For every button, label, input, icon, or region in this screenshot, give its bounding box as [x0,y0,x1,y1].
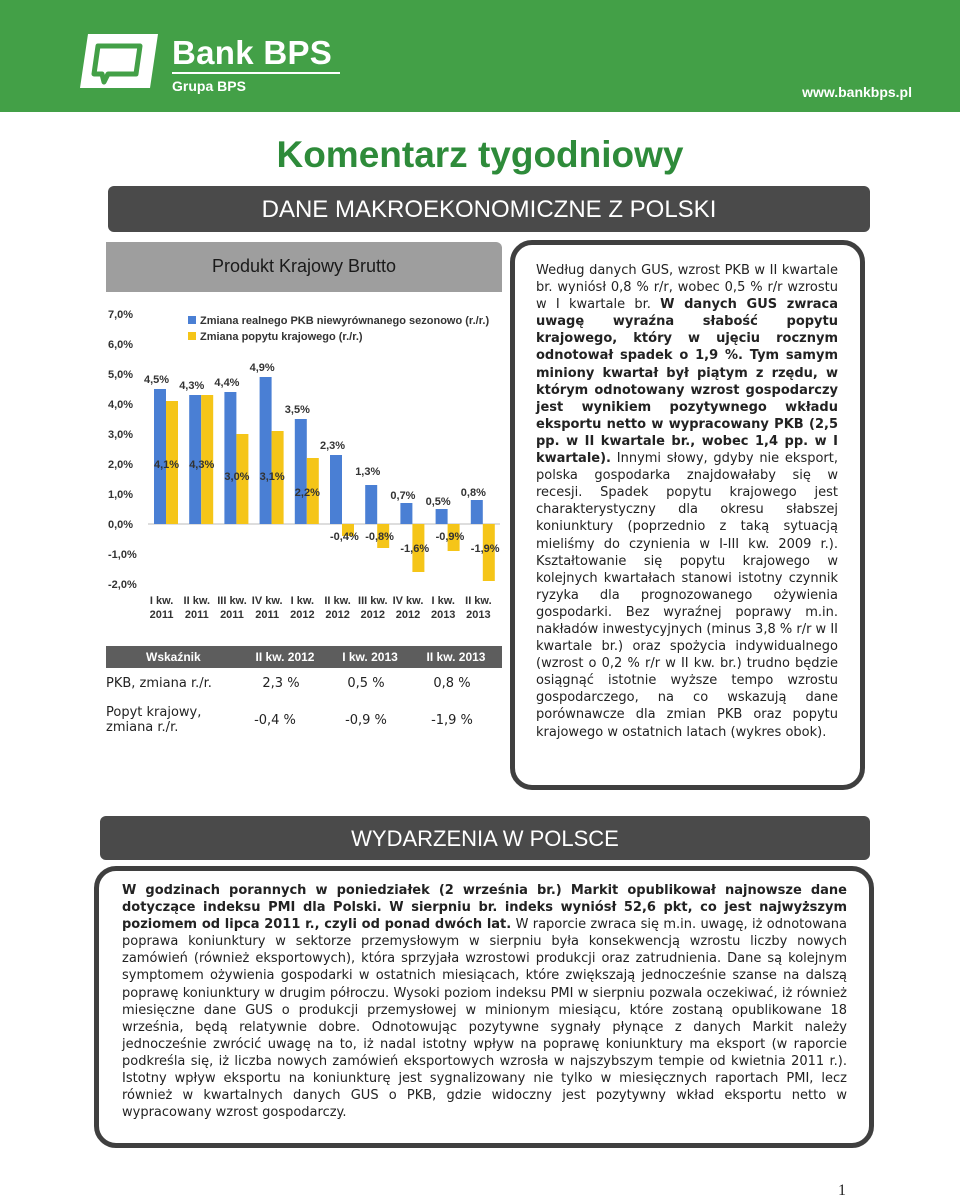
x-tick-label: IV kw. [392,595,424,607]
table-cell: 0,5 % [347,675,385,691]
header-banner [0,0,960,112]
chart-panel-title: Produkt Krajowy Brutto [211,256,397,276]
data-label: 0,7% [390,490,416,502]
chart-bar [224,392,236,524]
section-heading-events: WYDARZENIA W POLSCE [100,816,870,860]
y-tick-label: 1,0% [108,489,134,501]
x-tick-label: 2011 [220,609,244,621]
chart-bar [436,509,448,524]
y-tick-label: 0,0% [108,519,134,531]
table-header-cell: I kw. 2013 [342,650,398,664]
events-text [122,882,847,1121]
y-tick-label: 3,0% [108,429,134,441]
x-tick-label: I kw. [431,595,455,607]
commentary-text [536,262,838,741]
table-row [106,698,502,742]
table-header-row [106,646,502,668]
table-cell: -1,9 % [431,712,473,728]
table-cell: -0,4 % [254,712,296,728]
chart-bar [365,485,377,524]
bank-logo-icon [80,30,160,92]
table-header-cell: II kw. 2013 [426,650,486,664]
x-tick-label: 2013 [466,609,491,621]
data-label: 4,5% [144,374,170,386]
data-label: 3,0% [224,471,250,483]
y-tick-label: 6,0% [108,339,134,351]
y-tick-label: -1,0% [108,549,137,561]
chart-bar [400,503,412,524]
x-tick-label: II kw. [324,595,351,607]
table-row [106,668,502,698]
data-label: 0,8% [460,487,486,499]
y-tick-label: 5,0% [108,369,134,381]
website-link[interactable]: www.bankbps.pl [802,84,912,100]
gdp-chart [106,296,502,626]
brand-name: Bank BPS [172,34,333,71]
x-tick-label: 2012 [290,609,315,621]
x-tick-label: III kw. [358,595,388,607]
x-tick-label: I kw. [149,595,174,607]
legend-swatch [188,316,196,324]
data-label: 2,2% [294,487,320,499]
data-label: 2,3% [320,440,346,452]
x-tick-label: IV kw. [251,595,283,607]
x-tick-label: 2012 [395,609,421,621]
data-label: -0,8% [365,531,394,543]
table-header-cell: II kw. 2012 [255,650,315,664]
data-label: 3,1% [259,471,285,483]
x-tick-label: 2012 [360,609,386,621]
events-bold: W godzinach porannych w poniedziałek (2 września br.) Markit opublikował najnowsze dane dotyczące indeksu PMI dla Polski. W sierpniu br. indeks wyniósł 52,6 pkt, co jest najwyższym poziomem od lipca 2011 r., czyli od ponad dwóch lat. [122,883,847,933]
data-label: -0,4% [330,531,359,543]
data-label: -1,6% [400,543,430,555]
chart-bar [154,389,166,524]
x-tick-label: 2012 [325,609,350,621]
data-label: 4,4% [214,377,240,389]
y-tick-label: 2,0% [108,459,134,471]
chart-bar [260,377,272,524]
data-label: 3,5% [284,404,310,416]
data-label: 0,5% [425,496,451,508]
commentary-intro: Według danych GUS, wzrost PKB w II kwartale br. wyniósł 0,8 % r/r, wobec 0,5 % r/r wzrostu w I kwartale br. [536,263,838,313]
legend-label: Zmiana realnego PKB niewyrównanego sezonowo (r./r.) [200,315,490,327]
x-tick-label: 2011 [149,609,174,621]
indicator-table [106,646,502,742]
legend-swatch [188,332,196,340]
table-cell: 0,8 % [433,675,471,691]
section-heading-macro: DANE MAKROEKONOMICZNE Z POLSKI [108,186,870,232]
data-label: -0,9% [435,531,465,543]
page-title: Komentarz tygodniowy [276,134,684,175]
x-tick-label: 2011 [184,609,209,621]
page-number: 1 [838,1182,846,1199]
table-cell-label: Popyt krajowy, zmiana r./r. [106,705,202,735]
commentary-rest: Innymi słowy, gdyby nie eksport, polska gospodarka znajdowałaby się w recesji. Spadek popytu krajowego jest charakterystyczny dla okresu słabszej koniunktury (poprzednio z taką sytuacją mieliśmy do czynienia w I-III kw. 2009 r.). Kształtowanie się popytu krajowego w kolejnych kwartałach stanowi istotny czynnik ryzyka dla prognozowanego ożywienia gospodarki. Bez wyraźnej poprawy m.in. nakładów inwestycyjnych (minus 3,8 % r/r w II kwartale br.) oraz spożycia indywidualnego (wzrost o 0,2 % r/r w II kw. br.) trudno będzie osiągnąć istotnie wyższe tempo wzrostu gospodarczego, na co wskazują dane porównawcze dla zmian PKB oraz popytu krajowego w ostatnich latach (wykres obok). [536,451,838,740]
x-tick-label: II kw. [183,595,211,607]
brand-divider [172,72,340,74]
data-label: 4,1% [154,459,180,471]
x-tick-label: 2013 [430,609,456,621]
chart-bar [471,500,483,524]
brand-subtitle: Grupa BPS [172,78,246,94]
chart-bar [295,419,307,524]
x-tick-label: II kw. [465,595,492,607]
y-tick-label: -2,0% [108,579,137,591]
data-label: 4,3% [189,459,215,471]
data-label: 4,3% [179,380,205,392]
chart-bar [330,455,342,524]
commentary-bold: W danych GUS zwraca uwagę wyraźna słabość popytu krajowego, który w ujęciu rocznym odnotował spadek o 1,9 %. Tym samym miniony kwartał był piątym z rzędu, w którym odnotowany wzrost gospodarczy jest wynikiem pozytywnego wkładu eksportu netto w wypracowany PKB (2,5 pp. w II kwartale br., wobec 1,4 pp. w I kwartale). [536,297,838,467]
x-tick-label: I kw. [290,595,315,607]
x-tick-label: 2011 [255,609,280,621]
y-tick-label: 4,0% [108,399,134,411]
y-tick-label: 7,0% [108,309,134,321]
data-label: 4,9% [249,362,275,374]
legend-label: Zmiana popytu krajowego (r./r.) [200,331,363,343]
table-header-cell: Wskaźnik [146,650,201,664]
x-tick-label: III kw. [217,595,247,607]
table-cell: -0,9 % [345,712,387,728]
events-rest: W raporcie zwraca się m.in. uwagę, iż odnotowana poprawa koniunktury w sektorze przemysłowym w sierpniu była konsekwencją wzrostu liczby nowych zamówień (również eksportowych), która sprzyjała wzrostowi produkcji oraz zatrudnienia. Dane są kolejnym symptomem ożywienia gospodarki w ostatnich miesiącach, które zwiększają jednocześnie szanse na dalszą poprawę koniunktury w drugim półroczu. Wysoki poziom indeksu PMI w sierpniu pozwala oczekiwać, iż również miesięczne dane GUS o produkcji przemysłowej w minionym miesiącu, które zostaną opublikowane 18 września, będą relatywnie dobre. Odnotowując pozytywne sygnały płynące z danych Markit należy jednocześnie zwrócić uwagę na to, iż nadal istotny wpływ na poprawę koniunktury ma eksport (w raporcie podkreśla się, iż liczba nowych zamówień eksportowych wzrosła w najszybszym tempie od kwietnia 2011 r.). Istotny wpływ eksportu na koniunkturę jest sygnalizowany nie tylko w miesięcznych raportach PMI, lecz również w kwartalnych danych GUS o PKB, gdzie widoczny jest pozytywny wkład eksportu netto w wypracowany wzrost gospodarczy. [122,917,848,1121]
table-cell-label: PKB, zmiana r./r. [106,675,212,691]
table-cell: 2,3 % [262,675,300,691]
data-label: 1,3% [355,466,381,478]
data-label: -1,9% [470,543,500,555]
